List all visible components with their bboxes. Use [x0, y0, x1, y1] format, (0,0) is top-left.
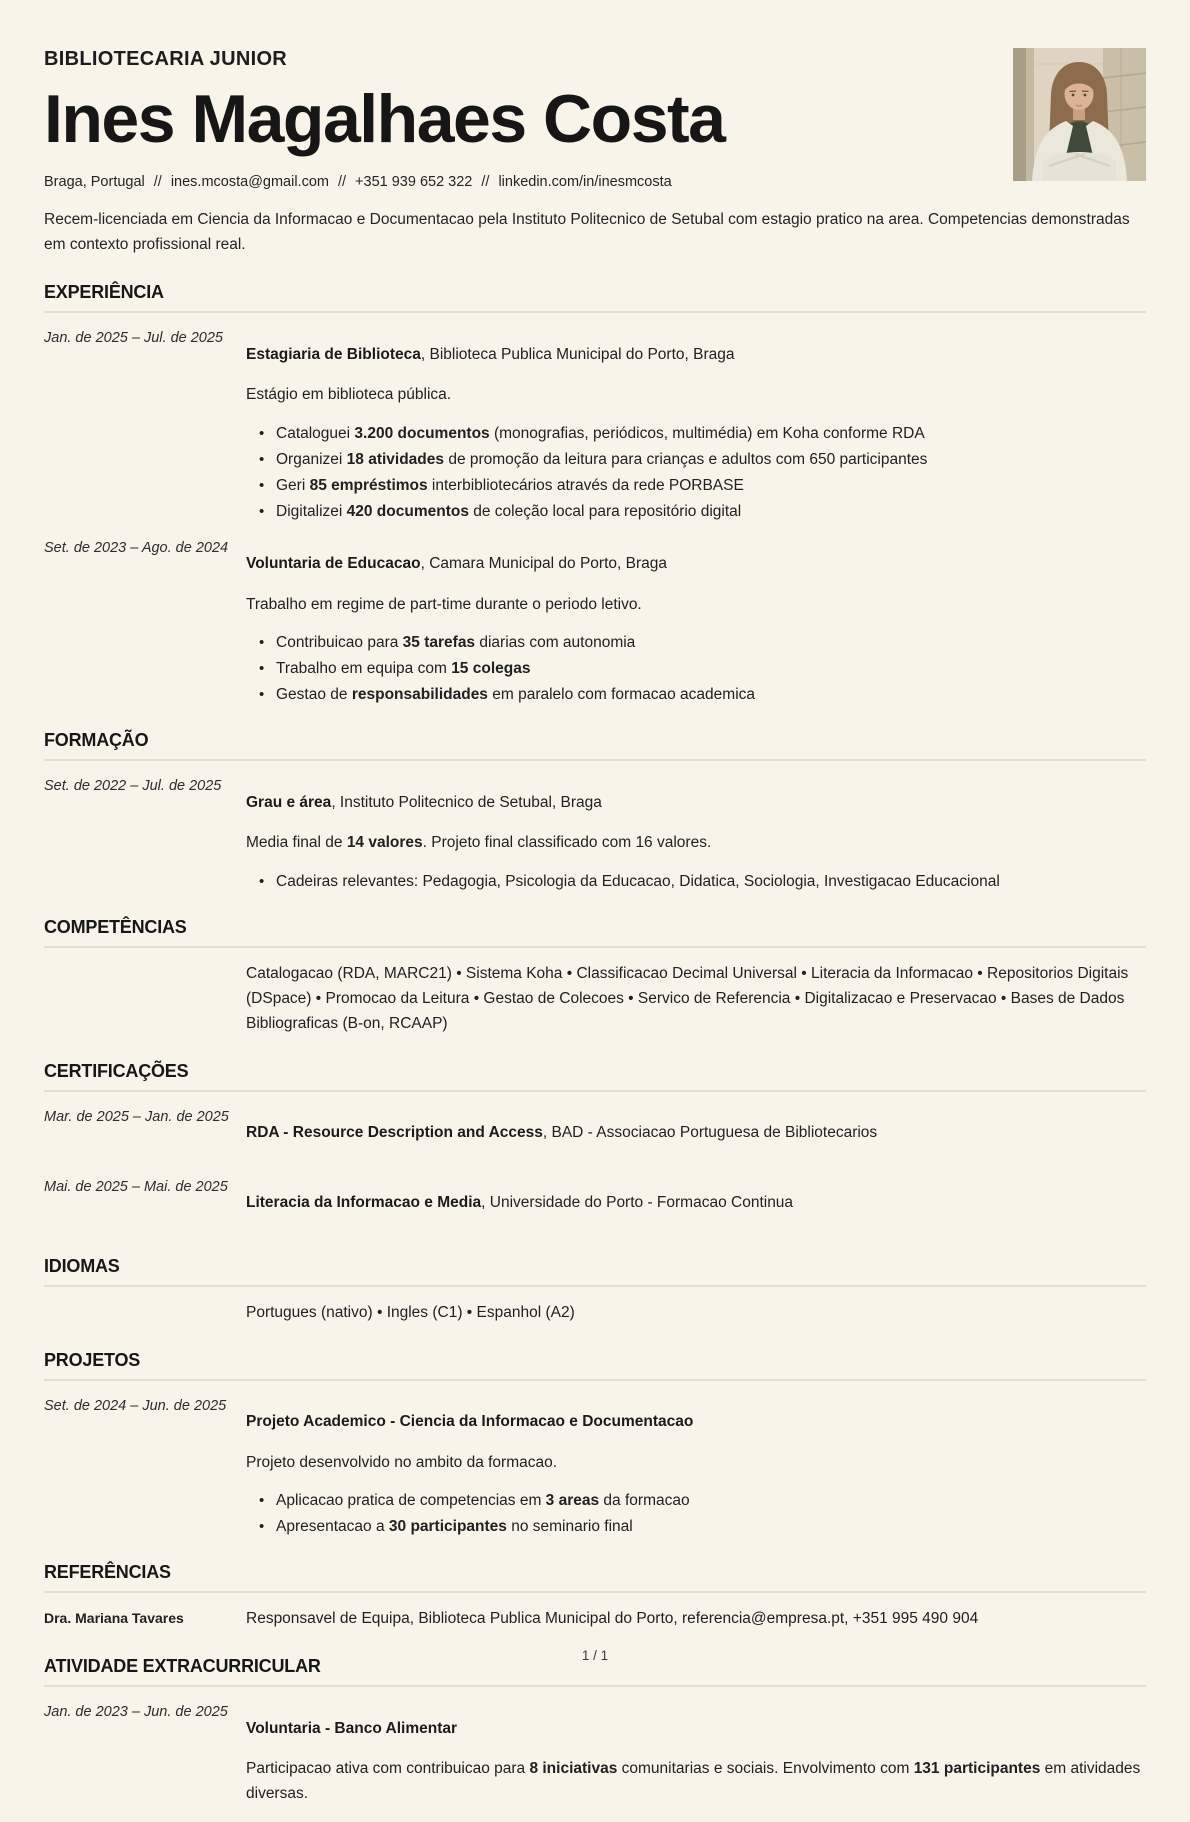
profile-summary: Recem-licenciada em Ciencia da Informacao e Documentacao pela Instituto Politecnico de Setubal com estagio pratico na area. Competencias demonstradas em contexto profissional real. — [44, 211, 1130, 254]
entry-title-line: Literacia da Informacao e Media, Universidade do Porto - Formacao Continua — [246, 1194, 794, 1212]
section-heading: CERTIFICAÇÕES — [44, 1060, 189, 1081]
bullet-item: • Trabalho em equipa com 15 colegas — [259, 660, 531, 678]
section-divider — [44, 946, 1146, 948]
entry-title-line: Grau e área, Instituto Politecnico de Setubal, Braga — [246, 793, 602, 811]
contact-linkedin: linkedin.com/in/inesmcosta — [498, 174, 672, 191]
contact-line — [44, 174, 1146, 190]
empty-date-column — [44, 1300, 246, 1325]
reference-detail: Responsavel de Equipa, Biblioteca Publica Municipal do Porto, referencia@empresa.pt, +351 995 490 904 — [246, 1610, 979, 1628]
skills-list: Catalogacao (RDA, MARC21) • Sistema Koha • Classificacao Decimal Universal • Literacia da Informacao • Repositorios Digitais (DSpace) • Promocao da Leitura • Gestao de Colecoes • Servico de Referencia • Digitalizacao e Preservacao • Bases de Dados Bibliograficas (B-on, RCAAP) — [246, 964, 1129, 1032]
bullet-item: • Geri 85 empréstimos interbibliotecários através da rede PORBASE — [259, 476, 744, 494]
activity-entry — [44, 1700, 1146, 1822]
section-heading: IDIOMAS — [44, 1255, 120, 1276]
reference-entry — [44, 1606, 1146, 1631]
section-heading: REFERÊNCIAS — [44, 1562, 171, 1583]
page-number: 1 / 1 — [581, 1648, 609, 1663]
contact-location: Braga, Portugal — [44, 174, 145, 191]
entry-title: Literacia da Informacao e Media — [246, 1194, 482, 1212]
languages-list: Portugues (nativo) • Ingles (C1) • Espanhol (A2) — [246, 1303, 575, 1321]
section-divider — [44, 1285, 1146, 1287]
section-certificacoes — [44, 1060, 1146, 1231]
bullet-icon: • — [259, 872, 265, 890]
entry-dates: Set. de 2022 – Jul. de 2025 — [44, 778, 222, 795]
section-formacao — [44, 729, 1146, 892]
section-heading: EXPERIÊNCIA — [44, 282, 164, 303]
entry-title: Voluntaria - Banco Alimentar — [246, 1719, 458, 1737]
project-entry — [44, 1394, 1146, 1538]
entry-description: Estágio em biblioteca pública. — [246, 386, 452, 404]
entry-description: Participacao ativa com contribuicao para 8 iniciativas comunitarias e sociais. Envolvimento com 131 participantes em atividades diversas. — [246, 1760, 1141, 1803]
experience-entry — [44, 326, 1146, 522]
section-divider — [44, 1379, 1146, 1381]
entry-title-line: Estagiaria de Biblioteca, Biblioteca Publica Municipal do Porto, Braga — [246, 345, 735, 363]
bullet-icon: • — [259, 660, 265, 678]
experience-entry — [44, 536, 1146, 706]
section-atividade-extracurricular — [44, 1655, 1146, 1822]
bullet-icon: • — [259, 686, 265, 704]
contact-separator: // — [337, 174, 347, 191]
entry-description: Trabalho em regime de part-time durante o periodo letivo. — [246, 595, 642, 613]
bullet-icon: • — [259, 502, 265, 520]
section-experiencia — [44, 281, 1146, 705]
entry-dates: Set. de 2023 – Ago. de 2024 — [44, 539, 229, 556]
entry-title: Projeto Academico - Ciencia da Informacao e Documentacao — [246, 1413, 694, 1431]
certification-entry — [44, 1105, 1146, 1161]
entry-bullets — [246, 423, 1146, 522]
bullet-item: • Aplicacao pratica de competencias em 3 areas da formacao — [259, 1492, 690, 1510]
contact-separator: // — [153, 174, 162, 191]
entry-dates: Jan. de 2023 – Jun. de 2025 — [44, 1704, 228, 1721]
contact-phone: +351 939 652 322 — [355, 174, 473, 191]
languages-row — [44, 1300, 1146, 1325]
empty-date-column — [44, 961, 246, 1036]
bullet-item: • Organizei 18 atividades de promoção da leitura para crianças e adultos com 650 participantes — [259, 450, 928, 468]
resume-header — [44, 48, 1146, 257]
section-idiomas — [44, 1255, 1146, 1325]
bullet-item: • Gestao de responsabilidades em paralelo com formacao academica — [259, 686, 756, 704]
person-name: Ines Magalhaes Costa — [44, 81, 725, 157]
contact-separator: // — [481, 174, 490, 191]
entry-dates: Set. de 2024 – Jun. de 2025 — [44, 1397, 227, 1414]
entry-bullets — [246, 1490, 1146, 1537]
entry-title-line: Voluntaria de Educacao, Camara Municipal do Porto, Braga — [246, 555, 667, 573]
contact-email: ines.mcosta@gmail.com — [170, 174, 329, 191]
entry-title-line — [246, 1409, 1146, 1434]
entry-bullets — [246, 871, 1146, 892]
bullet-item: • Apresentacao a 30 participantes no seminario final — [259, 1518, 633, 1536]
education-entry — [44, 774, 1146, 892]
section-projetos — [44, 1349, 1146, 1538]
bullet-icon: • — [259, 1518, 265, 1536]
profile-photo-illustration — [1013, 48, 1146, 181]
entry-dates: Mai. de 2025 – Mai. de 2025 — [44, 1178, 228, 1195]
bullet-icon: • — [259, 1492, 265, 1510]
bullet-item: • Cadeiras relevantes: Pedagogia, Psicologia da Educacao, Didatica, Sociologia, Investigacao Educacional — [259, 872, 1000, 890]
bullet-item: • Contribuicao para 35 tarefas diarias com autonomia — [259, 634, 636, 652]
reference-name: Dra. Mariana Tavares — [44, 1610, 184, 1627]
role-title: BIBLIOTECARIA JUNIOR — [44, 48, 288, 70]
section-heading: PROJETOS — [44, 1349, 141, 1370]
section-divider — [44, 1685, 1146, 1687]
section-divider — [44, 311, 1146, 313]
section-heading: COMPETÊNCIAS — [44, 916, 187, 937]
bullet-icon: • — [259, 476, 265, 494]
bullet-icon: • — [259, 450, 265, 468]
entry-bullets — [246, 632, 1146, 705]
section-heading: ATIVIDADE EXTRACURRICULAR — [44, 1656, 321, 1677]
entry-title-line: RDA - Resource Description and Access, BAD - Associacao Portuguesa de Bibliotecarios — [246, 1124, 878, 1142]
section-divider — [44, 1591, 1146, 1593]
section-competencias — [44, 916, 1146, 1036]
entry-title: Estagiaria de Biblioteca — [246, 345, 421, 363]
section-divider — [44, 1090, 1146, 1092]
section-divider — [44, 759, 1146, 761]
section-referencias — [44, 1561, 1146, 1631]
bullet-icon: • — [259, 424, 265, 442]
entry-title: Grau e área — [246, 793, 332, 811]
entry-description: Media final de 14 valores. Projeto final classificado com 16 valores. — [246, 834, 712, 852]
bullet-item: • Cataloguei 3.200 documentos (monografias, periódicos, multimédia) em Koha conforme RDA — [259, 424, 925, 442]
profile-photo — [1013, 48, 1146, 181]
certification-entry — [44, 1175, 1146, 1231]
entry-dates: Jan. de 2025 – Jul. de 2025 — [44, 330, 223, 347]
bullet-icon: • — [259, 634, 265, 652]
section-heading: FORMAÇÃO — [44, 730, 149, 751]
entry-dates: Mar. de 2025 – Jan. de 2025 — [44, 1108, 229, 1125]
entry-title: Voluntaria de Educacao — [246, 555, 421, 573]
entry-title: RDA - Resource Description and Access — [246, 1124, 543, 1142]
entry-description: Projeto desenvolvido no ambito da formacao. — [246, 1453, 558, 1471]
skills-row — [44, 961, 1146, 1036]
entry-title-line — [246, 1716, 1146, 1741]
bullet-item: • Digitalizei 420 documentos de coleção local para repositório digital — [259, 502, 742, 520]
